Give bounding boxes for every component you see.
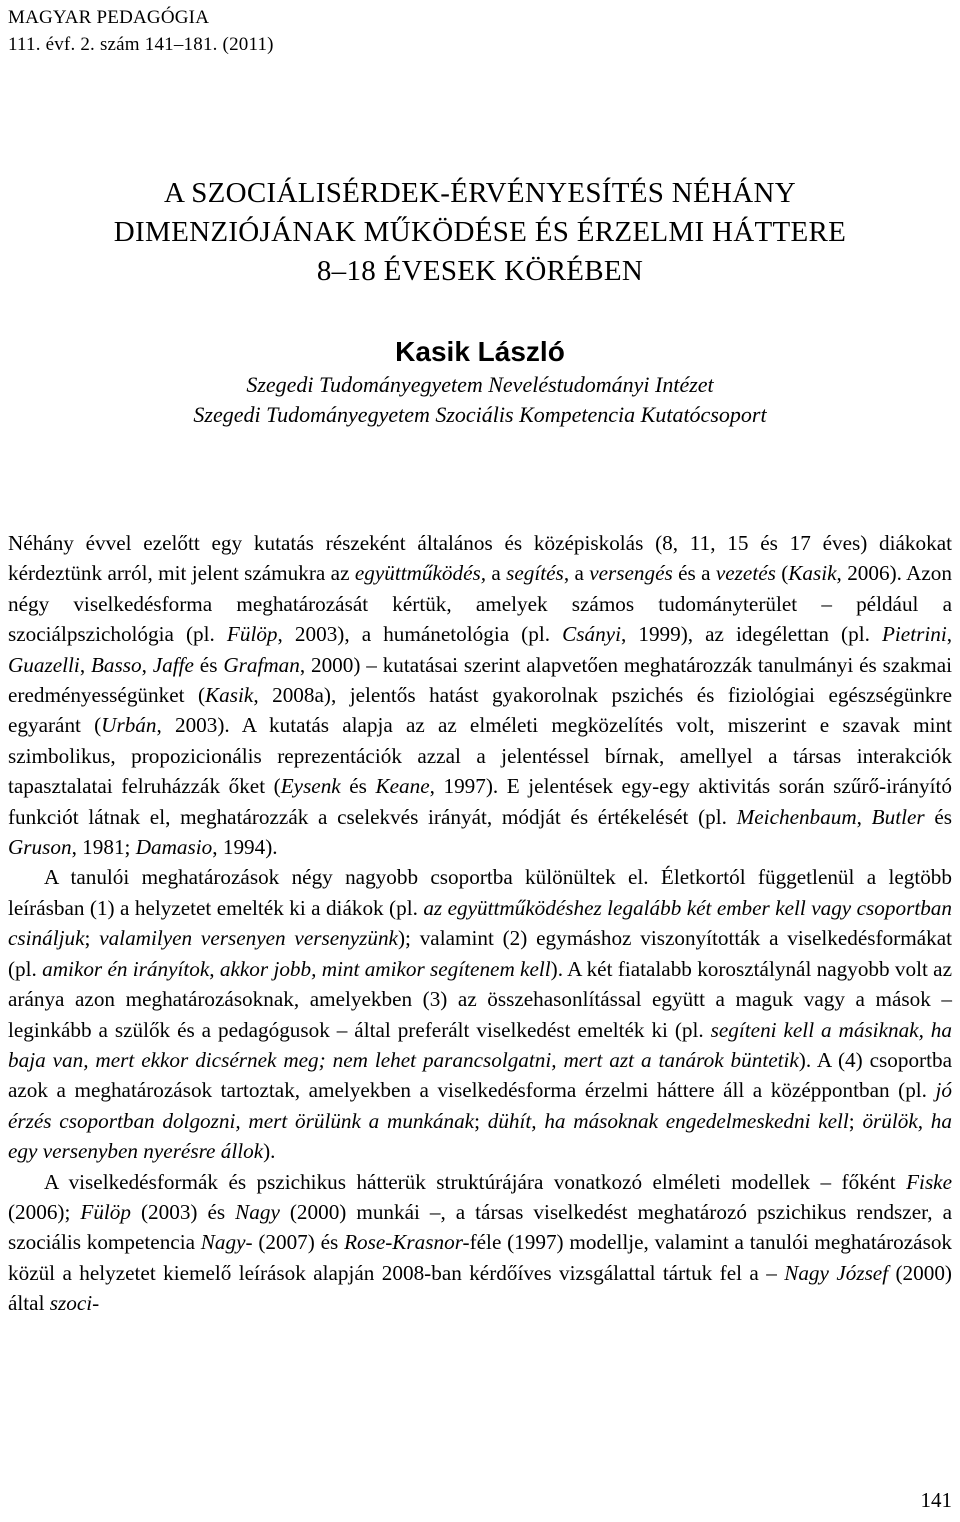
- text-run: (2003) és: [131, 1199, 236, 1224]
- text-run: ,: [79, 652, 91, 677]
- body-paragraph: [8, 528, 952, 862]
- title-line-2: DIMENZIÓJÁNAK MŰKÖDÉSE ÉS ÉRZELMI HÁTTERE: [113, 216, 847, 248]
- text-run: ,: [946, 622, 952, 647]
- italic-text-run: együttműködés,: [354, 561, 487, 586]
- italic-text-run: Jaffe: [152, 652, 194, 677]
- text-run: (2000) munkái –, a társas viselkedést meghatározó pszichikus rendszer, a szociális kompetencia: [8, 1199, 953, 1255]
- text-run: , 1981;: [71, 835, 136, 860]
- article-title: [0, 174, 960, 291]
- italic-text-run: szoci-: [49, 1291, 100, 1316]
- author-name: Kasik László: [395, 336, 565, 367]
- italic-text-run: Butler: [871, 804, 925, 829]
- text-run: ). A két fiatalabb korosztálynál nagyobb volt az aránya azon meghatározásoknak, amelyekben (3) az összehasonlítással együtt a maguk vagy a mások – leginkább a szülők és a pedagógusok – által preferált viselkedést emelték ki (pl.: [8, 956, 952, 1042]
- italic-text-run: valamilyen versenyen versenyzünk: [99, 926, 398, 951]
- affiliation-2: Szegedi Tudományegyetem Szociális Kompetencia Kutatócsoport: [193, 402, 767, 427]
- text-run: és: [340, 774, 376, 799]
- title-line-1: A SZOCIÁLISÉRDEK-ÉRVÉNYESÍTÉS NÉHÁNY: [164, 177, 796, 209]
- italic-text-run: örülök, ha egy versenyben nyerésre állok: [8, 1108, 952, 1164]
- affiliation-1: Szegedi Tudományegyetem Neveléstudományi Intézet: [246, 372, 714, 397]
- italic-text-run: Rose-Krasnor-: [344, 1230, 470, 1255]
- italic-text-run: Gruson: [8, 835, 72, 860]
- text-run: ;: [848, 1108, 863, 1133]
- italic-text-run: Grafman: [223, 652, 300, 677]
- text-run: és: [193, 652, 224, 677]
- text-run: , 2006). Azon négy viselkedésforma meghatározását kértük, amelyek számos tudományterület – például a szociálpszichológia (pl.: [8, 561, 952, 647]
- text-run: és: [924, 804, 953, 829]
- body-paragraph: [8, 1167, 952, 1319]
- italic-text-run: Meichenbaum: [736, 804, 857, 829]
- italic-text-run: Kasik: [788, 561, 837, 586]
- affiliations: [0, 370, 960, 430]
- journal-issue: 111. évf. 2. szám 141–181. (2011): [8, 34, 274, 55]
- text-run: , 1997). E jelentések egy-egy aktivitás során szűrő-irányító funkciót látnak el, meghatározzák a cselekvés irányát, módját és értékelését (pl.: [8, 774, 953, 829]
- article-body: [8, 528, 952, 1319]
- text-run: A tanulói meghatározások négy nagyobb csoportba különültek el. Életkortól függetlenül a legtöbb leírásban (1) a helyzetet emelték ki a diákok (pl.: [8, 865, 952, 920]
- text-run: , a: [563, 561, 590, 586]
- text-run: ;: [474, 1108, 488, 1133]
- italic-text-run: Fiske: [906, 1169, 952, 1194]
- text-run: és a: [672, 561, 716, 586]
- italic-text-run: Damasio: [135, 835, 213, 860]
- text-run: a: [486, 561, 507, 586]
- text-run: ,: [856, 804, 872, 829]
- italic-text-run: segíteni kell a másiknak, ha baja van, mert ekkor dicsérnek meg; nem lehet parancsolgatni, mert azt a tanárok büntetik: [8, 1017, 952, 1072]
- italic-text-run: vezetés: [715, 561, 776, 586]
- text-run: ).: [263, 1139, 276, 1164]
- text-run: (2006);: [8, 1199, 81, 1224]
- italic-text-run: Pietrini: [881, 622, 947, 647]
- italic-text-run: Eysenk: [280, 774, 341, 799]
- title-line-3: 8–18 ÉVESEK KÖRÉBEN: [316, 255, 644, 287]
- italic-text-run: az együttműködéshez legalább két ember kell vagy csoportban csináljuk: [8, 895, 952, 951]
- body-paragraph: [8, 862, 952, 1166]
- italic-text-run: Kasik: [205, 683, 254, 708]
- page-number: 141: [920, 1488, 952, 1512]
- text-run: (2007) és: [252, 1230, 345, 1255]
- italic-text-run: Guazelli: [8, 652, 80, 677]
- text-run: ). A (4) csoportba azok a meghatározások tartoztak, amelyekben a viselkedésforma érzelmi háttere áll a középpontban (pl.: [8, 1047, 953, 1103]
- italic-text-run: segítés: [506, 561, 564, 586]
- italic-text-run: jó érzés csoportban dolgozni, mert örülünk a munkának: [8, 1078, 952, 1133]
- text-run: , 2003). A kutatás alapja az az elméleti megközelítés volt, miszerint e szavak mint szimbolikus, propozicionális reprezentációk azzal a jelentéssel bírnak, amellyel a társas interakciók tapasztalatai felruházzák őket (: [8, 713, 952, 799]
- journal-name: MAGYAR PEDAGÓGIA: [8, 7, 210, 28]
- italic-text-run: versengés: [589, 561, 673, 586]
- text-run: féle (1997) modellje, valamint a tanulói meghatározások közül a helyzetet kiemelő leírások alapján 2008-ban kérdőíves vizsgálattal tártuk fel a –: [8, 1230, 953, 1285]
- italic-text-run: dühít, ha másoknak engedelmeskedni kell: [487, 1108, 849, 1133]
- italic-text-run: Csányi: [562, 622, 621, 647]
- text-run: , 2003), a humánetológia (pl.: [277, 622, 563, 647]
- text-run: , 1999), az idegélettan (pl.: [620, 622, 882, 647]
- text-run: ); valamint (2) egymáshoz viszonyították a viselkedésformákat (pl.: [8, 926, 952, 981]
- italic-text-run: Nagy: [235, 1199, 280, 1224]
- text-run: A viselkedésformák és pszichikus hátterük struktúrájára vonatkozó elméleti modellek – főként: [44, 1169, 907, 1194]
- text-run: , 1994).: [212, 835, 278, 860]
- text-run: (2000) által: [8, 1260, 952, 1316]
- text-run: Néhány évvel ezelőtt egy kutatás részeként általános és középiskolás (8, 11, 15 és 17 éves) diákokat kérdeztünk arról, mit jelent számukra az: [8, 531, 952, 586]
- text-run: ,: [141, 652, 153, 677]
- italic-text-run: Keane: [375, 774, 430, 799]
- italic-text-run: Urbán: [101, 713, 157, 738]
- italic-text-run: Nagy-: [200, 1230, 253, 1255]
- italic-text-run: Fülöp: [80, 1199, 131, 1224]
- text-run: (: [775, 561, 789, 586]
- text-run: , 2000) – kutatásai szerint alapvetően meghatározzák tanulmányi és szakmai eredményességünket (: [8, 652, 953, 708]
- italic-text-run: Fülöp: [226, 622, 278, 647]
- italic-text-run: Nagy József: [784, 1260, 889, 1285]
- italic-text-run: Basso: [90, 652, 142, 677]
- text-run: ;: [84, 926, 100, 951]
- journal-header: [8, 4, 274, 58]
- text-run: , 2008a), jelentős hatást gyakorolnak pszichés és fiziológiai egészségünkre egyaránt (: [8, 683, 952, 738]
- italic-text-run: amikor én irányítok, akkor jobb, mint amikor segítenem kell: [42, 956, 551, 981]
